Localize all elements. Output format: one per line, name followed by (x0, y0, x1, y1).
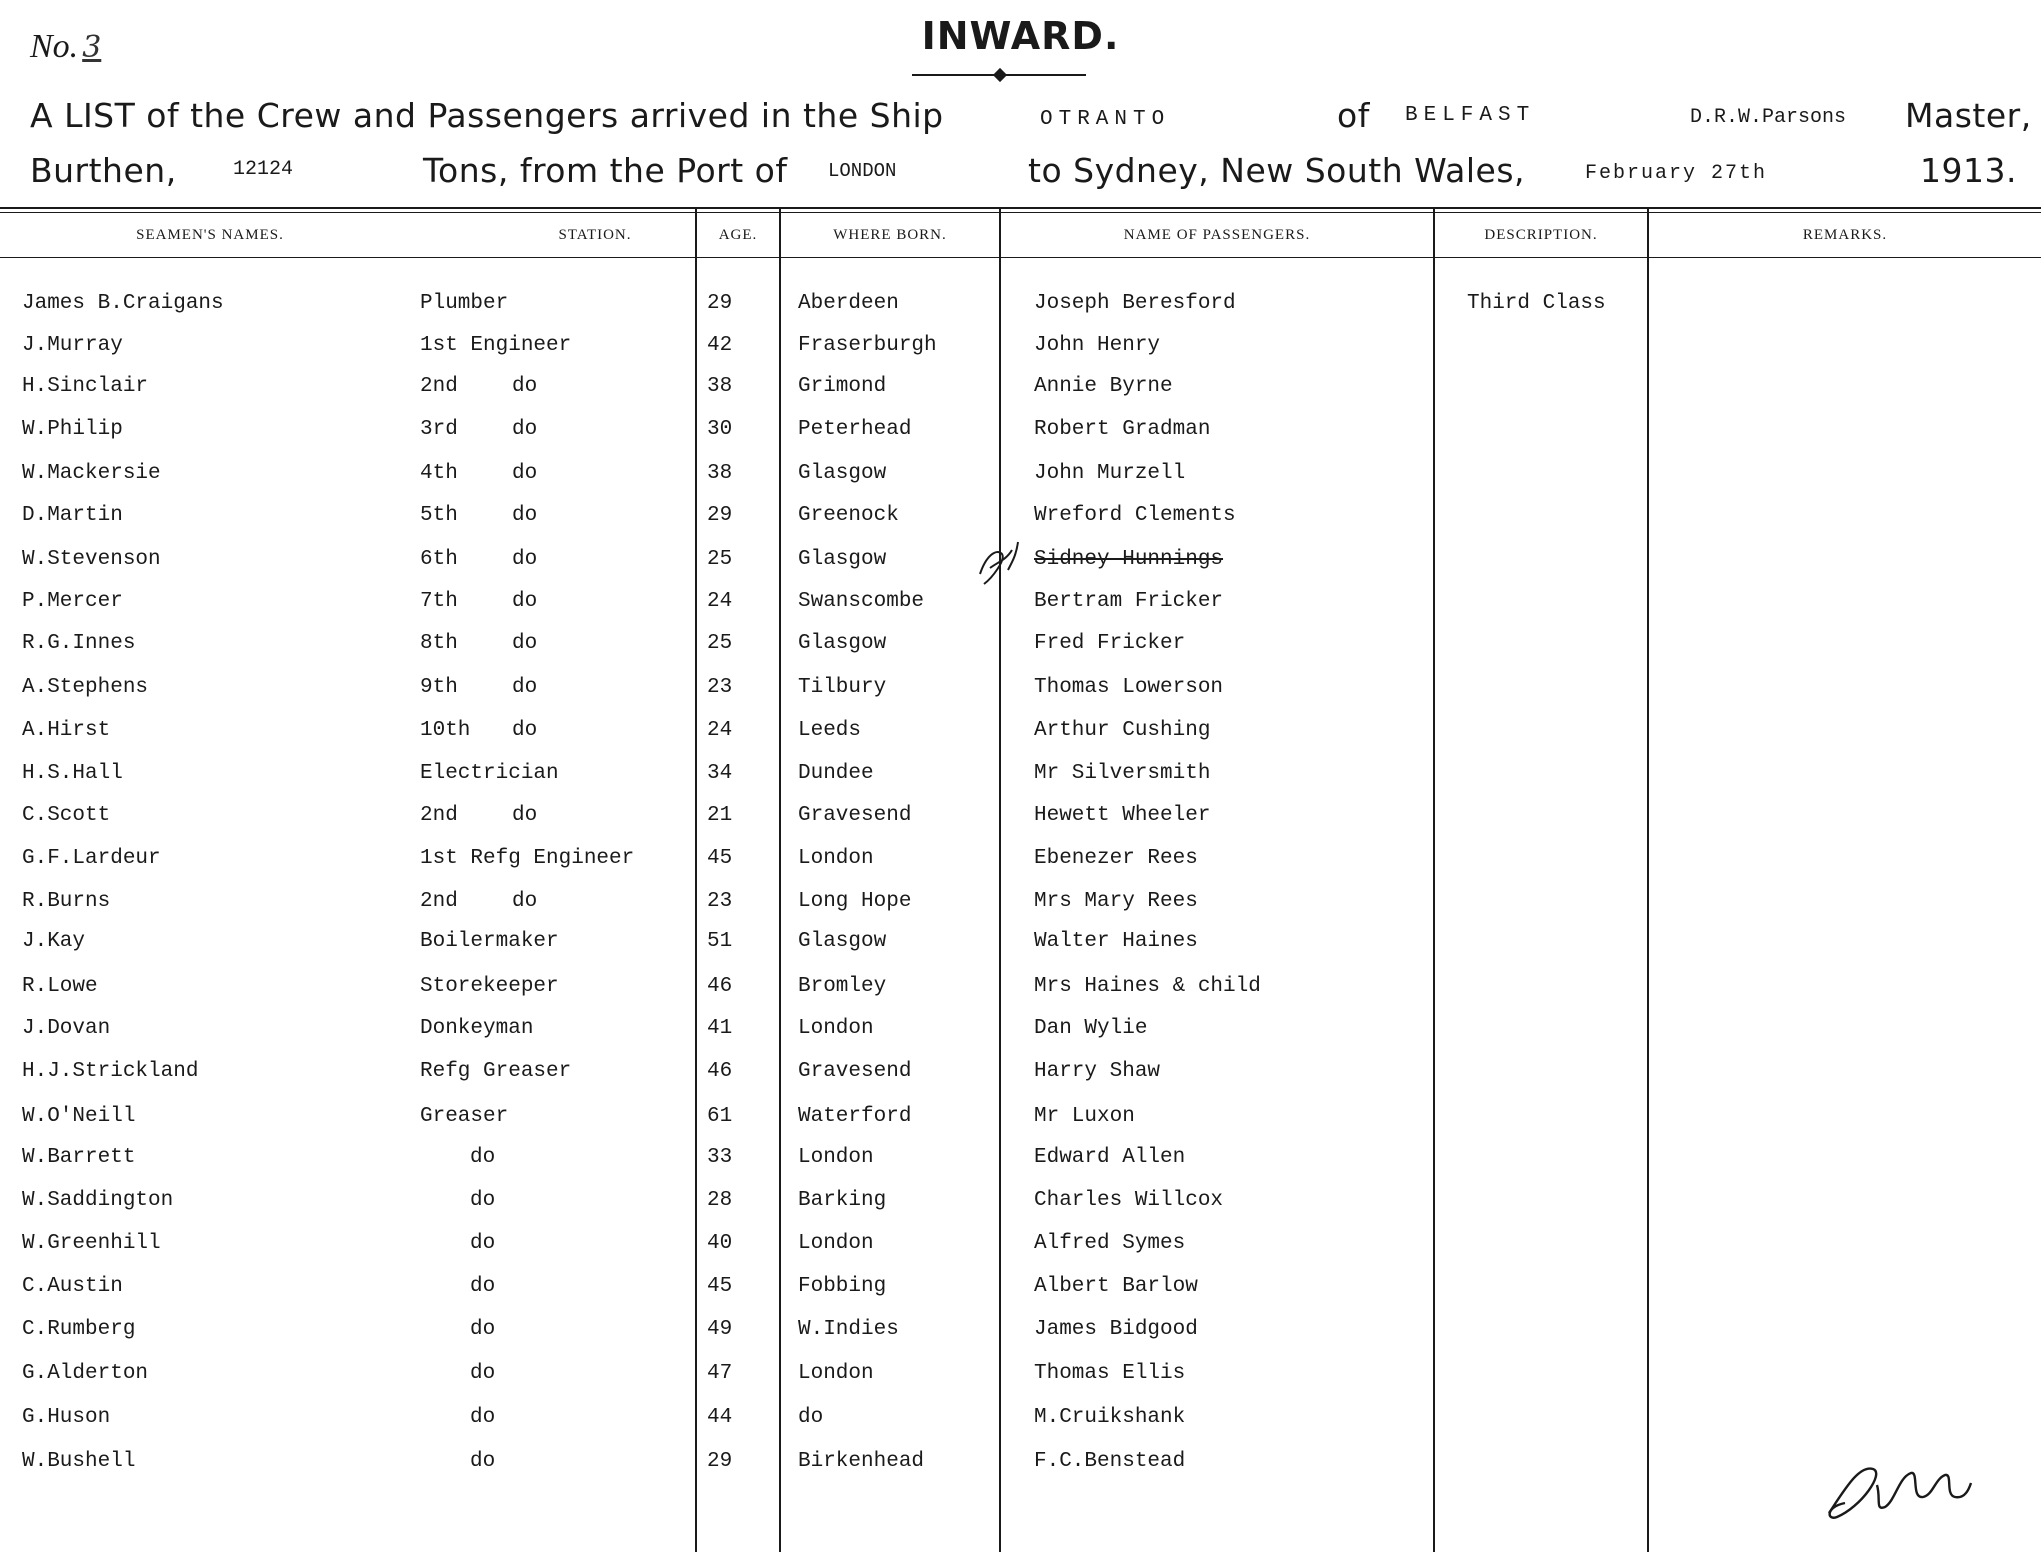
seaman-name: R.Lowe (22, 975, 98, 998)
station-position: Storekeeper (420, 975, 559, 998)
station-ditto: do (470, 1450, 496, 1473)
station (420, 975, 559, 998)
station (420, 676, 537, 699)
station (420, 375, 537, 398)
where-born: Glasgow (798, 462, 887, 485)
station-ditto: do (512, 462, 538, 485)
station-ditto: do (512, 890, 538, 913)
station (420, 847, 635, 870)
station (420, 1189, 495, 1212)
table-row (0, 292, 2041, 332)
age: 29 (707, 292, 733, 315)
station-position: 2nd (420, 375, 458, 398)
burthen-label: Burthen, (30, 151, 177, 190)
table-row (0, 804, 2041, 844)
passenger-name: James Bidgood (1034, 1318, 1198, 1341)
seaman-name: C.Rumberg (22, 1318, 136, 1341)
station-position: 1st Refg Engineer (420, 847, 635, 870)
passenger-name: Mr Luxon (1034, 1105, 1135, 1128)
where-born: Tilbury (798, 676, 887, 699)
station (420, 762, 559, 785)
passenger-name: Harry Shaw (1034, 1060, 1161, 1083)
station-ditto: do (512, 590, 538, 613)
station (420, 930, 559, 953)
description: Third Class (1467, 292, 1606, 315)
seaman-name: H.Sinclair (22, 375, 149, 398)
table-row (0, 1105, 2041, 1145)
list-intro: A LIST of the Crew and Passengers arrived in the Ship (30, 96, 944, 135)
station-ditto: do (470, 1146, 496, 1169)
age: 30 (707, 418, 733, 441)
station-ditto: do (470, 1189, 496, 1212)
where-born: Greenock (798, 504, 899, 527)
station (420, 1017, 534, 1040)
where-born: Swanscombe (798, 590, 925, 613)
age: 45 (707, 847, 733, 870)
station (420, 719, 537, 742)
seaman-name: G.Alderton (22, 1362, 149, 1385)
column-header-station: STATION. (558, 227, 632, 243)
station-position: Plumber (420, 292, 509, 315)
table-row (0, 1232, 2041, 1272)
age: 23 (707, 890, 733, 913)
station-position: Donkeyman (420, 1017, 534, 1040)
table-row (0, 930, 2041, 970)
seaman-name: W.Stevenson (22, 548, 161, 571)
seaman-name: W.O'Neill (22, 1105, 136, 1128)
passenger-name: M.Cruikshank (1034, 1406, 1186, 1429)
seaman-name: W.Mackersie (22, 462, 161, 485)
seaman-name: J.Dovan (22, 1017, 111, 1040)
seaman-name: P.Mercer (22, 590, 123, 613)
station-position: 5th (420, 504, 458, 527)
table-row (0, 890, 2041, 930)
column-header-rule (0, 257, 2041, 258)
table-row (0, 1362, 2041, 1402)
passenger-name: John Murzell (1034, 462, 1186, 485)
passenger-name: Wreford Clements (1034, 504, 1236, 527)
passenger-name: Mrs Mary Rees (1034, 890, 1198, 913)
station-position: Greaser (420, 1105, 509, 1128)
arrival-date: February 27th (1585, 162, 1768, 185)
station-position: Boilermaker (420, 930, 559, 953)
age: 28 (707, 1189, 733, 1212)
table-row (0, 676, 2041, 716)
table-row (0, 719, 2041, 759)
age: 47 (707, 1362, 733, 1385)
arrival-year: 1913. (1920, 151, 2017, 190)
number-label: No. (30, 28, 79, 65)
where-born: Bromley (798, 975, 887, 998)
tons-label: Tons, from the Port of (423, 151, 788, 190)
table-row (0, 632, 2041, 672)
station (420, 1275, 495, 1298)
where-born: Gravesend (798, 804, 912, 827)
port-of-registry: BELFAST (1405, 104, 1536, 127)
seaman-name: H.S.Hall (22, 762, 123, 785)
station (420, 1146, 495, 1169)
age: 49 (707, 1318, 733, 1341)
age: 46 (707, 1060, 733, 1083)
where-born: Fraserburgh (798, 334, 937, 357)
age: 25 (707, 548, 733, 571)
from-port: LONDON (828, 160, 897, 182)
where-born: W.Indies (798, 1318, 899, 1341)
passenger-name: Hewett Wheeler (1034, 804, 1211, 827)
station-ditto: do (512, 548, 538, 571)
signature-icon (1815, 1455, 1975, 1527)
page-title: INWARD. (921, 14, 1120, 58)
passenger-name: Bertram Fricker (1034, 590, 1224, 613)
age: 38 (707, 375, 733, 398)
master-name: D.R.W.Parsons (1690, 106, 1847, 129)
age: 46 (707, 975, 733, 998)
table-row (0, 590, 2041, 630)
table-row (0, 975, 2041, 1015)
master-label: Master, (1905, 96, 2032, 135)
seaman-name: H.J.Strickland (22, 1060, 199, 1083)
seaman-name: R.G.Innes (22, 632, 136, 655)
passenger-name: Joseph Beresford (1034, 292, 1236, 315)
seaman-name: R.Burns (22, 890, 111, 913)
table-row (0, 1017, 2041, 1057)
station-position: 6th (420, 548, 458, 571)
passenger-name: Walter Haines (1034, 930, 1198, 953)
station-position: 10th (420, 719, 471, 742)
station (420, 1362, 495, 1385)
passenger-name: Mrs Haines & child (1034, 975, 1261, 998)
table-row (0, 375, 2041, 415)
station-position: 2nd (420, 890, 458, 913)
table-row (0, 334, 2041, 374)
where-born: do (798, 1406, 824, 1429)
title-ornament-icon (993, 68, 1007, 82)
table-top-rule (0, 207, 2041, 209)
station (420, 890, 537, 913)
column-header-names: SEAMEN'S NAMES. (136, 227, 284, 243)
table-row (0, 462, 2041, 502)
table-row (0, 762, 2041, 802)
table-row (0, 1189, 2041, 1229)
table-row (0, 1146, 2041, 1186)
ship-name: OTRANTO (1040, 108, 1171, 131)
station (420, 462, 537, 485)
seaman-name: W.Bushell (22, 1450, 136, 1473)
station (420, 292, 512, 315)
station-ditto: do (470, 1275, 496, 1298)
table-row (0, 847, 2041, 887)
table-row (0, 1406, 2041, 1446)
passenger-name: Thomas Lowerson (1034, 676, 1224, 699)
of-label: of (1337, 96, 1370, 135)
age: 29 (707, 504, 733, 527)
station-position: 4th (420, 462, 458, 485)
table-top-rule-thin (0, 212, 2041, 213)
station-position: 2nd (420, 804, 458, 827)
where-born: Waterford (798, 1105, 912, 1128)
seaman-name: W.Saddington (22, 1189, 174, 1212)
age: 24 (707, 719, 733, 742)
passenger-name: Ebenezer Rees (1034, 847, 1198, 870)
age: 40 (707, 1232, 733, 1255)
seaman-name: A.Stephens (22, 676, 149, 699)
where-born: Birkenhead (798, 1450, 925, 1473)
where-born: Dundee (798, 762, 874, 785)
station (420, 504, 537, 527)
station-ditto: do (470, 1362, 496, 1385)
station-ditto: do (512, 804, 538, 827)
passenger-name: Edward Allen (1034, 1146, 1186, 1169)
station-ditto: do (470, 1232, 496, 1255)
column-header-where-born: WHERE BORN. (833, 227, 947, 243)
passenger-name: Mr Silversmith (1034, 762, 1211, 785)
column-header-passengers: NAME OF PASSENGERS. (1123, 227, 1311, 243)
station-ditto: do (512, 418, 538, 441)
station-ditto: do (470, 1406, 496, 1429)
station-position: Refg Greaser (420, 1060, 572, 1083)
seaman-name: G.Huson (22, 1406, 111, 1429)
station (420, 1450, 495, 1473)
where-born: Glasgow (798, 930, 887, 953)
passenger-name: Albert Barlow (1034, 1275, 1198, 1298)
seaman-name: D.Martin (22, 504, 123, 527)
station (420, 1318, 495, 1341)
station-ditto: do (470, 1318, 496, 1341)
age: 23 (707, 676, 733, 699)
station-ditto: do (512, 504, 538, 527)
station (420, 1406, 495, 1429)
where-born: London (798, 1017, 874, 1040)
handwritten-initials-icon (972, 534, 1024, 592)
seaman-name: A.Hirst (22, 719, 111, 742)
where-born: Long Hope (798, 890, 912, 913)
age: 25 (707, 632, 733, 655)
station (420, 632, 537, 655)
station-position: 7th (420, 590, 458, 613)
seaman-name: J.Kay (22, 930, 86, 953)
table-row (0, 418, 2041, 458)
where-born: Leeds (798, 719, 862, 742)
age: 34 (707, 762, 733, 785)
column-header-remarks: REMARKS. (1802, 227, 1888, 243)
station (420, 418, 537, 441)
seaman-name: J.Murray (22, 334, 123, 357)
station (420, 1060, 572, 1083)
age: 24 (707, 590, 733, 613)
age: 29 (707, 1450, 733, 1473)
station-ditto: do (512, 676, 538, 699)
age: 42 (707, 334, 733, 357)
age: 44 (707, 1406, 733, 1429)
passenger-name: Charles Willcox (1034, 1189, 1224, 1212)
table-row (0, 1318, 2041, 1358)
passenger-name: F.C.Benstead (1034, 1450, 1186, 1473)
seaman-name: C.Austin (22, 1275, 123, 1298)
where-born: London (798, 1146, 874, 1169)
station (420, 1105, 512, 1128)
column-header-description: DESCRIPTION. (1484, 227, 1598, 243)
age: 21 (707, 804, 733, 827)
age: 51 (707, 930, 733, 953)
age: 38 (707, 462, 733, 485)
station (420, 334, 572, 357)
seaman-name: W.Barrett (22, 1146, 136, 1169)
where-born: Barking (798, 1189, 887, 1212)
station-position: Electrician (420, 762, 559, 785)
seaman-name: C.Scott (22, 804, 111, 827)
passenger-name: Annie Byrne (1034, 375, 1173, 398)
station-ditto: do (512, 632, 538, 655)
where-born: Aberdeen (798, 292, 899, 315)
passenger-name: Alfred Symes (1034, 1232, 1186, 1255)
table-row (0, 1060, 2041, 1100)
station-position: 8th (420, 632, 458, 655)
seaman-name: G.F.Lardeur (22, 847, 161, 870)
age: 41 (707, 1017, 733, 1040)
station-position: 9th (420, 676, 458, 699)
column-header-age: AGE. (718, 227, 758, 243)
number-value: 3 (82, 30, 102, 65)
passenger-name: Thomas Ellis (1034, 1362, 1186, 1385)
table-row (0, 1450, 2041, 1490)
where-born: Peterhead (798, 418, 912, 441)
where-born: Grimond (798, 375, 887, 398)
age: 33 (707, 1146, 733, 1169)
station (420, 1232, 495, 1255)
where-born: Glasgow (798, 548, 887, 571)
passenger-name: Robert Gradman (1034, 418, 1211, 441)
station (420, 590, 537, 613)
where-born: London (798, 1362, 874, 1385)
where-born: Glasgow (798, 632, 887, 655)
station-position: 1st Engineer (420, 334, 572, 357)
seaman-name: W.Philip (22, 418, 123, 441)
where-born: Fobbing (798, 1275, 887, 1298)
passenger-name: John Henry (1034, 334, 1161, 357)
station (420, 548, 537, 571)
table-row (0, 1275, 2041, 1315)
where-born: Gravesend (798, 1060, 912, 1083)
where-born: London (798, 847, 874, 870)
passenger-name: Dan Wylie (1034, 1017, 1148, 1040)
station (420, 804, 537, 827)
passenger-name: Fred Fricker (1034, 632, 1186, 655)
station-position: 3rd (420, 418, 458, 441)
seaman-name: W.Greenhill (22, 1232, 161, 1255)
seaman-name: James B.Craigans (22, 292, 224, 315)
age: 61 (707, 1105, 733, 1128)
where-born: London (798, 1232, 874, 1255)
passenger-name: Arthur Cushing (1034, 719, 1211, 742)
burthen-value: 12124 (233, 158, 294, 181)
destination: to Sydney, New South Wales, (1028, 151, 1526, 190)
passenger-name: Sidney Hunnings (1034, 548, 1224, 571)
station-ditto: do (512, 719, 538, 742)
age: 45 (707, 1275, 733, 1298)
station-ditto: do (512, 375, 538, 398)
